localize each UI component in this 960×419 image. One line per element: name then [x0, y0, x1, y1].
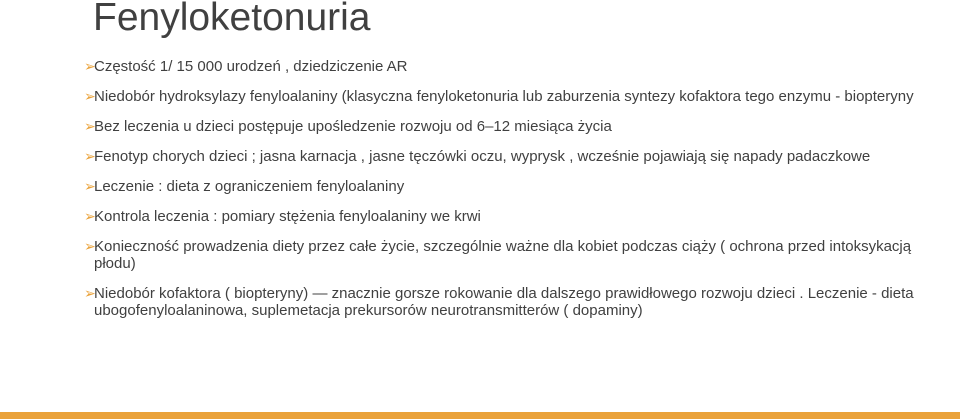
bullet-text: Leczenie : dieta z ograniczeniem fenyloalaniny	[94, 178, 405, 195]
bullet-item	[80, 238, 950, 272]
arrow-bullet-icon: ➢	[84, 208, 96, 224]
slide-title: Fenyloketonuria	[93, 0, 371, 39]
bullet-item	[80, 118, 950, 135]
bullet-item	[80, 58, 950, 75]
arrow-bullet-icon: ➢	[84, 118, 96, 134]
bullet-text: Bez leczenia u dzieci postępuje upośledzenie rozwoju od 6–12 miesiąca życia	[94, 118, 612, 135]
bullet-item	[80, 178, 950, 195]
arrow-bullet-icon: ➢	[84, 88, 96, 104]
arrow-bullet-icon: ➢	[84, 285, 96, 301]
bullet-item	[80, 285, 950, 319]
arrow-bullet-icon: ➢	[84, 238, 96, 254]
bullet-text: Niedobór hydroksylazy fenyloalaniny (klasyczna fenyloketonuria lub zaburzenia syntezy kofaktora tego enzymu - biopteryny	[94, 88, 914, 105]
arrow-bullet-icon: ➢	[84, 58, 96, 74]
footer-accent-bar	[0, 412, 960, 419]
bullet-item	[80, 88, 950, 105]
arrow-bullet-icon: ➢	[84, 148, 96, 164]
bullet-text: Fenotyp chorych dzieci ; jasna karnacja , jasne tęczówki oczu, wyprysk , wcześnie pojawiają się napady padaczkowe	[94, 148, 871, 165]
bullet-item	[80, 148, 950, 165]
bullet-text: Konieczność prowadzenia diety przez całe życie, szczególnie ważne dla kobiet podczas ciąży ( ochrona przed intoksykacją płodu)	[94, 238, 912, 272]
bullet-item	[80, 208, 950, 225]
bullet-list	[80, 58, 950, 332]
bullet-text: Kontrola leczenia : pomiary stężenia fenyloalaniny we krwi	[94, 208, 481, 225]
arrow-bullet-icon: ➢	[84, 178, 96, 194]
bullet-text: Częstość 1/ 15 000 urodzeń , dziedziczenie AR	[94, 58, 408, 75]
bullet-text: Niedobór kofaktora ( biopteryny) — znacznie gorsze rokowanie dla dalszego prawidłowego rozwoju dzieci . Leczenie - dieta ubogofenyloalaninowa, suplemetacja prekursorów neurotransmitterów ( dopaminy)	[94, 285, 914, 319]
